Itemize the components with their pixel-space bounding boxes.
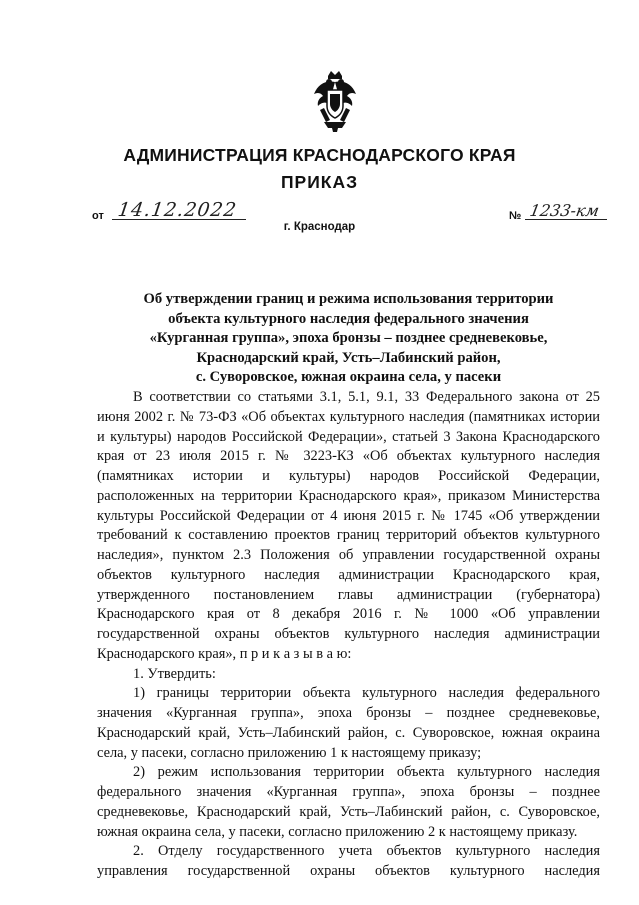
document-type: ПРИКАЗ (280, 172, 359, 192)
item-1-2-paragraph: 2) режим использования территории объекта культурного наследия федерального значения «Курганная группа», эпоха бронзы – позднее средневековье, Краснодарский край, Усть–Лабинский район, с. Суворовское, южная окраина села, у пасеки, согласно приложению 2 к настоящему приказу. (97, 764, 600, 840)
number-handwritten: 1233-км (528, 201, 601, 220)
subject-line: с. Суворовское, южная окраина села, у пасеки (195, 369, 502, 386)
subject-line: Об утверждении границ и режима использования территории (143, 291, 554, 307)
item-2-paragraph: 2. Отделу государственного учета объектов культурного наследия управления государственной охраны объектов культурного наследия (97, 843, 600, 879)
item-1-paragraph: 1. Утвердить: (133, 665, 216, 682)
date-handwritten: 14.12.2022 (116, 199, 239, 221)
organization-title: АДМИНИСТРАЦИЯ КРАСНОДАРСКОГО КРАЯ (123, 145, 516, 165)
item-1-1-paragraph: 1) границы территории объекта культурного наследия федерального значения «Курганная группа», эпоха бронзы – позднее средневековье, Краснодарский край, Усть–Лабинский район, с. Суворовское, южная окраина села, у пасеки, согласно приложению 1 к настоящему приказу; (97, 685, 600, 761)
subject-line: Краснодарский край, Усть–Лабинский район, (196, 349, 501, 366)
date-prefix: от (92, 210, 104, 222)
krasnodar-coat-of-arms-icon (312, 70, 358, 132)
subject-line: «Курганная группа», эпоха бронзы – позднее средневековье, (149, 330, 548, 347)
subject-line: объекта культурного наследия федерального значения (168, 310, 529, 327)
document-body (97, 388, 600, 882)
city: г. Краснодар (283, 221, 356, 233)
number-prefix: № (509, 210, 522, 222)
document-subject (110, 290, 587, 388)
preamble-paragraph: В соответствии со статьями 3.1, 5.1, 9.1, 33 Федерального закона от 25 июня 2002 г. № 73-ФЗ «Об объектах культурного наследия (памятниках истории и культуры) народов Российской Федерации», статьей 3 Закона Краснодарского края от 23 июля 2015 г. № 3223-КЗ «Об объектах культурного наследия (памятниках истории и культуры) народов Российской Федерации, расположенных на территории Краснодарского края», приказом Министерства культуры Российской Федерации от 4 июня 2015 г. № 1745 «Об утверждении требований к составлению проектов границ территорий объектов культурного наследия», пунктом 2.3 Положения об управлении государственной охраны объектов культурного наследия администрации Краснодарского края, утвержденного постановлением главы администрации (губернатора) Краснодарского края от 8 декабря 2016 г. № 1000 «Об управлении государственной охраны объектов культурного наследия администрации Краснодарского края», п р и к а з ы в а ю: (97, 389, 600, 662)
